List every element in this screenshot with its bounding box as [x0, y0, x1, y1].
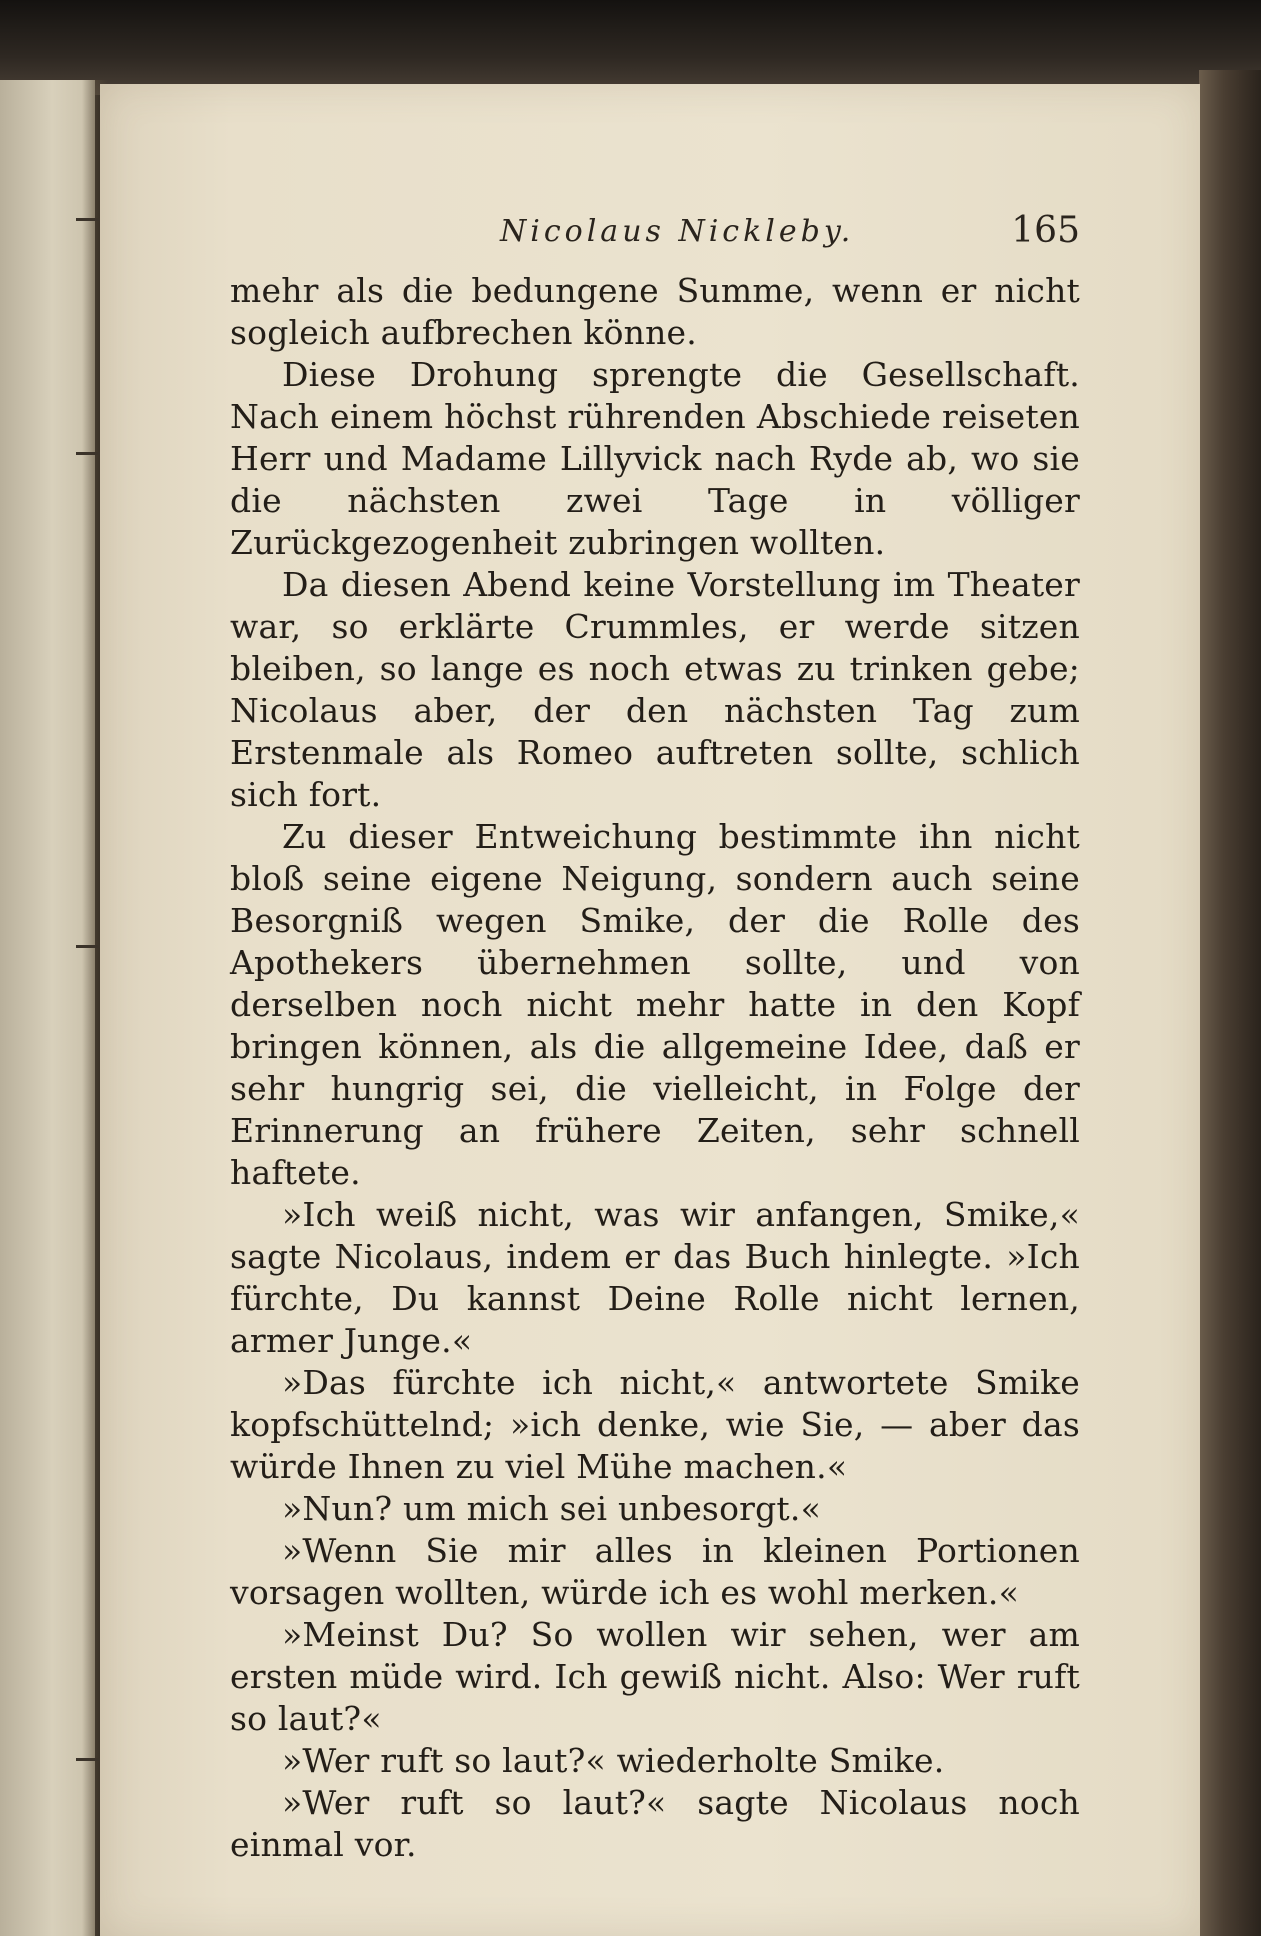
running-head: [230, 210, 1080, 258]
page-number: 165: [1011, 210, 1080, 251]
paragraph: »Wer ruft so laut?« wiederholte Smike.: [282, 1741, 945, 1780]
paragraph: »Das fürchte ich nicht,« antwortete Smike kopfschüttelnd; »ich denke, wie Sie, — aber das würde Ihnen zu viel Mühe machen.«: [230, 1363, 1080, 1486]
paragraph: mehr als die bedungene Summe, wenn er nicht sogleich aufbrechen könne.: [230, 271, 1080, 352]
paragraph: »Wenn Sie mir alles in kleinen Portionen vorsagen wollten, würde ich es wohl merken.«: [230, 1531, 1080, 1612]
body-text: [230, 270, 1080, 1866]
paragraph: »Nun? um mich sei unbesorgt.«: [282, 1489, 821, 1528]
running-title: Nicolaus Nickleby.: [500, 214, 855, 249]
book-cover-edge: [1199, 70, 1261, 1936]
paragraph: »Wer ruft so laut?« sagte Nicolaus noch einmal vor.: [230, 1783, 1080, 1864]
paragraph: Da diesen Abend keine Vorstellung im Theater war, so erklärte Crummles, er werde sitzen bleiben, so lange es noch etwas zu trinken gebe; Nicolaus aber, der den nächsten Tag zum Erstenmale als Romeo auftreten sollte, schlich sich fort.: [230, 565, 1080, 814]
book-cover-top: [0, 0, 1261, 95]
facing-page: [0, 80, 95, 1936]
paragraph: »Meinst Du? So wollen wir sehen, wer am ersten müde wird. Ich gewiß nicht. Also: Wer ruft so laut?«: [230, 1615, 1080, 1738]
paragraph: Zu dieser Entweichung bestimmte ihn nicht bloß seine eigene Neigung, sondern auch seine Besorgniß wegen Smike, der die Rolle des Apothekers übernehmen sollte, und von derselben noch nicht mehr hatte in den Kopf bringen können, als die allgemeine Idee, daß er sehr hungrig sei, die vielleicht, in Folge der Erinnerung an frühere Zeiten, sehr schnell haftete.: [230, 817, 1080, 1192]
paragraph: »Ich weiß nicht, was wir anfangen, Smike,« sagte Nicolaus, indem er das Buch hinlegte. »Ich fürchte, Du kannst Deine Rolle nicht lernen, armer Junge.«: [230, 1195, 1080, 1360]
paragraph: Diese Drohung sprengte die Gesellschaft. Nach einem höchst rührenden Abschiede reiseten Herr und Madame Lillyvick nach Ryde ab, wo sie die nächsten zwei Tage in völliger Zurückgezogenheit zubringen wollten.: [230, 355, 1080, 562]
